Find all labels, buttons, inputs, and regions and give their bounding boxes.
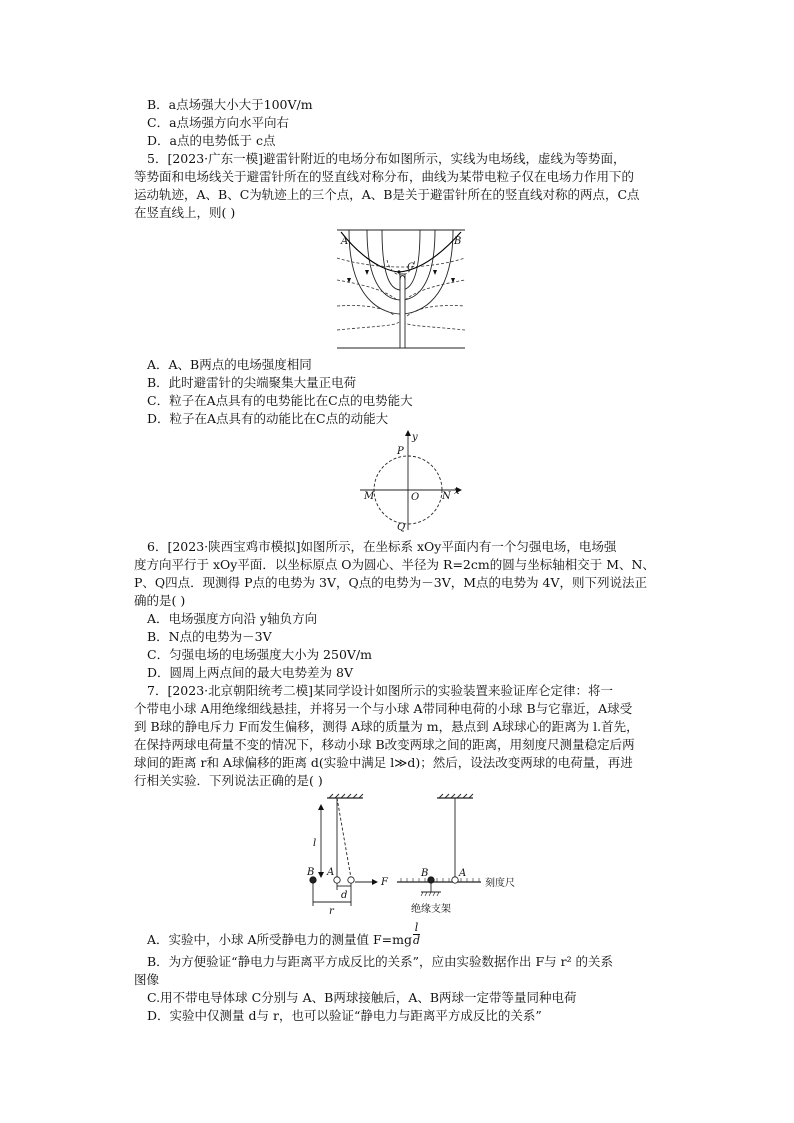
fig6-label-n: N	[442, 491, 451, 502]
q7-option-a	[147, 921, 421, 953]
q7-option-c: C.用不带电导体球 C分别与 A、B两球接触后，A、B两球一定带等量同种电荷	[147, 990, 577, 1005]
q5-stem-line1: 5．[2023·广东一模]避雷针附近的电场分布如图所示，实线为电场线，虚线为等势面，	[147, 151, 626, 166]
q7-option-a-fraction	[413, 922, 420, 947]
q7-option-b-line1: B．为方便验证“静电力与距离平方成反比的关系”，应由实验数据作出 F与 r² 的关系	[147, 954, 614, 969]
fig7-label-b2: B	[421, 868, 429, 879]
q6-stem-line1: 6．[2023·陕西宝鸡市模拟]如图所示，在坐标系 xOy平面内有一个匀强电场，电场强	[147, 539, 617, 554]
fig7-label-b: B	[307, 867, 315, 878]
fig7-ruler-label: 刻度尺	[485, 878, 515, 889]
q6-option-a: A．电场强度方向沿 y轴负方向	[147, 611, 318, 626]
q6-stem-line3: P、Q四点．现测得 P点的电势为 3V，Q点的电势为－3V，M点的电势为 4V，则下列说法正	[134, 575, 647, 590]
q5-option-c: C．粒子在A点具有的电势能比在C点的电势能大	[147, 393, 413, 408]
q6-option-c: C．匀强电场的电场强度大小为 250V/m	[147, 647, 372, 662]
fig7-label-d: d	[341, 890, 348, 901]
fig7-label-l: l	[313, 838, 317, 849]
q7-stem-line3: 到 B球的静电斥力 F而发生偏移，测得 A球的质量为 m，悬点到 A球球心的距离为 l.首先，	[134, 719, 639, 734]
fraction-denominator: d	[413, 934, 421, 947]
fig6-label-o: O	[411, 492, 420, 503]
q6-stem-line2: 度方向平行于 xOy平面．以坐标原点 O为圆心、半径为 R=2cm的圆与坐标轴相交于 M、N、	[134, 557, 655, 572]
q5-option-b: B．此时避雷针的尖端聚集大量正电荷	[147, 375, 357, 390]
prev-option-b: B．a点场强大小大于100V/m	[147, 97, 313, 112]
fig6-label-q: Q	[397, 522, 406, 533]
q7-option-a-text: A．实验中，小球 A所受静电力的测量值 F=mg	[147, 932, 413, 947]
fig7-label-a2: A	[459, 868, 467, 879]
coordinate-circle-figure	[356, 432, 466, 532]
q5-stem-line2: 等势面和电场线关于避雷针所在的竖直线对称分布，曲线为某带电粒子仅在电场力作用下的	[134, 169, 635, 184]
fig6-label-p: P	[397, 446, 404, 457]
lightning-rod-figure	[337, 230, 465, 350]
q7-stem-line1: 7．[2023·北京朝阳统考二模]某同学设计如图所示的实验装置来验证库仑定律：将一	[147, 683, 613, 698]
q6-stem-line4: 确的是( )	[134, 593, 186, 608]
q6-option-d: D．圆周上两点间的最大电势差为 8V	[147, 665, 353, 680]
fig6-axis-x: x	[454, 486, 460, 497]
fig7-label-f: F	[381, 877, 388, 888]
coulomb-experiment-figure	[305, 792, 525, 922]
fig5-label-a: A	[341, 236, 349, 247]
fig5-label-b: B	[454, 236, 462, 247]
q5-option-a: A．A、B两点的电场强度相同	[147, 357, 312, 372]
q5-stem-line4: 在竖直线上，则( )	[134, 205, 236, 220]
prev-option-c: C．a点场强方向水平向右	[147, 115, 290, 130]
q7-stem-line6: 行相关实验．下列说法正确的是( )	[134, 773, 323, 788]
prev-option-d: D．a点的电势低于 c点	[147, 133, 276, 148]
fig5-label-c: C	[407, 262, 415, 273]
q7-option-d: D．实验中仅测量 d与 r，也可以验证“静电力与距离平方成反比的关系”	[147, 1008, 542, 1023]
fig7-label-r: r	[329, 906, 334, 917]
fraction-numerator: l	[414, 921, 419, 934]
q7-stem-line4: 在保持两球电荷量不变的情况下，移动小球 B改变两球之间的距离，用刻度尺测量稳定后两	[134, 737, 635, 752]
fig6-label-m: M	[364, 491, 375, 502]
fig7-label-a: A	[327, 867, 335, 878]
q5-stem-line3: 运动轨迹，A、B、C为轨迹上的三个点，A、B是关于避雷针所在的竖直线对称的两点，C点	[134, 187, 640, 202]
q7-stem-line2: 个带电小球 A用绝缘细线悬挂，并将另一个与小球 A带同种电荷的小球 B与它靠近，A球受	[134, 701, 633, 716]
q7-option-b-line2: 图像	[134, 972, 160, 987]
q5-option-d: D．粒子在A点具有的动能比在C点的动能大	[147, 411, 389, 426]
q7-stem-line5: 球间的距离 r和 A球偏移的距离 d(实验中满足 l≫d)；然后，设法改变两球的电荷量，再进	[134, 755, 633, 770]
fig6-axis-y: y	[412, 432, 418, 443]
q6-option-b: B．N点的电势为－3V	[147, 629, 272, 644]
fig7-stand-label: 绝缘支架	[411, 904, 451, 915]
